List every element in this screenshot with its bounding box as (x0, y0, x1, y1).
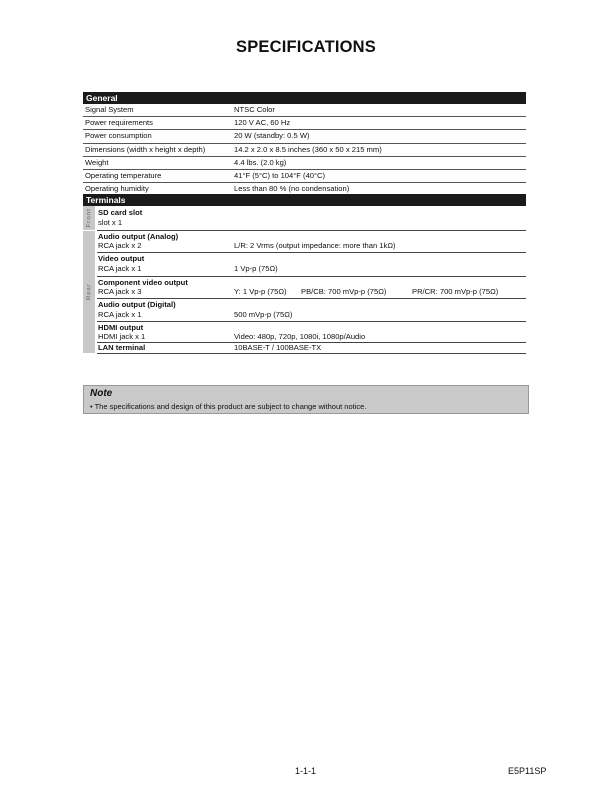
terminal-value: 500 mVp-p (75Ω) (234, 310, 293, 319)
terminal-sub: RCA jack x 1 (98, 264, 142, 273)
terminal-sub: RCA jack x 2 (98, 241, 142, 250)
terminal-value: PR/CR: 700 mVp-p (75Ω) (412, 287, 499, 296)
page-number: 1-1-1 (295, 766, 317, 776)
terminal-sub: RCA jack x 3 (98, 287, 142, 296)
terminal-value: 10BASE-T / 100BASE-TX (234, 343, 322, 352)
spec-value: 41°F (5°C) to 104°F (40°C) (234, 170, 326, 180)
rear-side-label: Rear (83, 231, 95, 353)
terminal-name: HDMI output (98, 323, 144, 332)
spec-label: Signal System (85, 105, 134, 114)
note-text: • The specifications and design of this product are subject to change without notice. (90, 402, 367, 411)
terminal-name: Video output (98, 254, 145, 263)
spec-label: Power consumption (85, 131, 152, 141)
spec-label: Dimensions (width x height x depth) (85, 144, 206, 154)
terminal-name: Audio output (Analog) (98, 232, 179, 241)
terminal-name: LAN terminal (98, 343, 146, 352)
page-title: SPECIFICATIONS (235, 38, 376, 56)
terminal-value: Video: 480p, 720p, 1080i, 1080p/Audio (234, 332, 366, 341)
terminal-row-hdmi (97, 322, 526, 343)
spec-row (83, 144, 526, 157)
spec-row (83, 157, 526, 170)
terminal-value: 1 Vp-p (75Ω) (234, 264, 278, 273)
terminal-value: L/R: 2 Vrms (output impedance: more than 1kΩ) (234, 241, 396, 250)
spec-row (83, 130, 526, 143)
spec-label: Operating humidity (85, 184, 149, 194)
terminal-row-component (97, 277, 526, 299)
general-heading: General (83, 92, 526, 104)
spec-label: Power requirements (85, 118, 153, 128)
terminal-row-sd (97, 206, 526, 231)
terminal-name: Component video output (98, 278, 188, 287)
note-box (83, 385, 529, 414)
document-code: E5P11SP (508, 766, 547, 776)
terminal-value: PB/CB: 700 mVp-p (75Ω) (301, 287, 387, 296)
spec-value: 4.4 lbs. (2.0 kg) (234, 157, 287, 167)
spec-value: 14.2 x 2.0 x 8.5 inches (360 x 50 x 215 mm) (234, 144, 382, 154)
spec-label: Weight (85, 157, 109, 167)
spec-row (83, 117, 526, 130)
terminal-row-lan (97, 343, 526, 354)
general-table (83, 104, 526, 196)
spec-row (83, 104, 526, 117)
terminal-name: SD card slot (98, 208, 143, 217)
terminal-row-audio-analog (97, 231, 526, 253)
terminal-name: Audio output (Digital) (98, 300, 176, 309)
terminal-row-video (97, 253, 526, 277)
terminal-sub: RCA jack x 1 (98, 310, 142, 319)
spec-value: 120 V AC, 60 Hz (234, 118, 291, 128)
terminals-heading: Terminals (83, 194, 526, 206)
spec-label: Operating temperature (85, 170, 162, 180)
terminal-sub: slot x 1 (98, 218, 123, 227)
spec-value: NTSC Color (234, 105, 275, 114)
front-side-label: Front (83, 206, 95, 230)
note-title: Note (90, 388, 113, 399)
terminal-row-audio-digital (97, 299, 526, 322)
terminal-value: Y: 1 Vp-p (75Ω) (234, 287, 287, 296)
spec-value: Less than 80 % (no condensation) (234, 184, 350, 194)
spec-value: 20 W (standby: 0.5 W) (234, 131, 310, 141)
spec-row (83, 170, 526, 183)
terminal-sub: HDMI jack x 1 (98, 332, 146, 341)
